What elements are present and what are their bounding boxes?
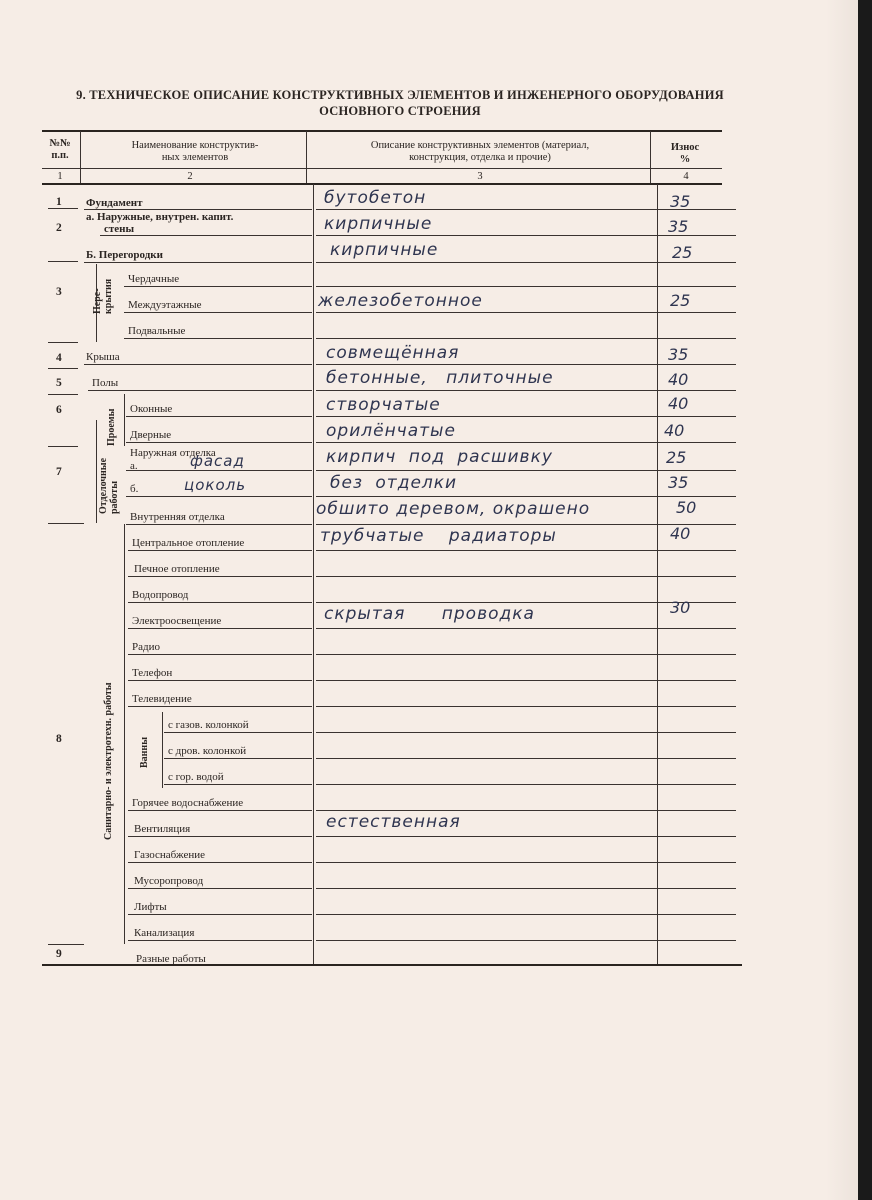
item-description: кирпич под расшивку	[326, 447, 553, 467]
row-rule	[128, 914, 312, 915]
row-rule	[316, 262, 736, 263]
item-description: железобетонное	[318, 291, 483, 311]
row-rule	[316, 416, 736, 417]
row-rule	[84, 262, 312, 263]
row-rule	[316, 470, 736, 471]
row-rule	[128, 576, 312, 577]
row-rule	[128, 706, 312, 707]
row-rule	[128, 810, 312, 811]
row-rule	[316, 732, 736, 733]
item-label: Разные работы	[136, 953, 206, 965]
row-rule	[316, 680, 736, 681]
item-label: Междуэтажные	[128, 299, 202, 311]
group-label-vanny: Ванны	[139, 736, 150, 768]
row-rule	[128, 940, 312, 941]
row-number: 2	[56, 222, 62, 234]
row-rule	[128, 862, 312, 863]
row-rule	[316, 312, 736, 313]
row-number: 4	[56, 352, 62, 364]
row-rule	[316, 628, 736, 629]
item-wear: 40	[664, 421, 685, 440]
header-num-2: 2	[187, 171, 193, 182]
item-label: Оконные	[130, 403, 173, 415]
item-label: Радио	[132, 641, 160, 653]
item-description: совмещённая	[326, 343, 460, 363]
item-label: Фундамент	[86, 197, 143, 209]
item-wear: 35	[670, 192, 691, 211]
item-wear: 40	[668, 394, 689, 413]
row-rule	[126, 442, 312, 443]
header-col-wear: Износ %	[670, 142, 700, 166]
row-number: 9	[56, 948, 62, 960]
item-label: Электроосвещение	[132, 615, 222, 627]
row-number: 7	[56, 466, 62, 478]
row-rule	[100, 235, 312, 236]
item-label: Вентиляция	[134, 823, 191, 835]
row-rule	[316, 758, 736, 759]
item-label: Лифты	[134, 901, 167, 913]
item-description: бутобетон	[324, 188, 427, 208]
item-label: Печное отопление	[134, 563, 220, 575]
header-rule	[42, 168, 722, 169]
row-rule	[124, 286, 312, 287]
group-label-otdelochnye: Отделочные работы	[98, 457, 120, 514]
row-number: 5	[56, 377, 62, 389]
row-rule	[316, 496, 736, 497]
item-wear: 35	[668, 345, 689, 364]
item-label: Канализация	[134, 927, 195, 939]
item-label: Дверные	[130, 429, 172, 441]
header-col-divider	[80, 131, 81, 183]
row-rule	[316, 364, 736, 365]
row-number-rule	[48, 523, 84, 524]
header-col-description: Описание конструктивных элементов (материал, конструкция, отделка и прочие)	[370, 140, 590, 164]
item-label: Б. Перегородки	[86, 249, 163, 261]
item-wear: 35	[668, 217, 689, 236]
row-rule	[128, 888, 312, 889]
header-col-number: №№ п.п.	[49, 138, 71, 162]
row-rule	[316, 576, 736, 577]
scan-dark-edge	[858, 0, 872, 1200]
row-rule	[88, 390, 312, 391]
item-label: Центральное отопление	[132, 537, 245, 549]
header-num-1: 1	[57, 171, 63, 182]
row-rule	[316, 836, 736, 837]
santeh-group-divider	[124, 524, 125, 944]
row-rule	[128, 680, 312, 681]
item-handwritten: цоколь	[184, 476, 247, 494]
item-label: Чердачные	[128, 273, 180, 285]
row-rule	[316, 550, 736, 551]
header-col-divider	[650, 131, 651, 183]
item-label: Газоснабжение	[134, 849, 205, 861]
row-number-rule	[48, 446, 78, 447]
row-rule	[316, 862, 736, 863]
row-rule	[124, 312, 312, 313]
row-rule	[124, 338, 312, 339]
row-rule	[84, 364, 312, 365]
proemy-group-divider	[124, 394, 125, 446]
form-title: 9. ТЕХНИЧЕСКОЕ ОПИСАНИЕ КОНСТРУКТИВНЫХ ЭЛЕМЕНТОВ И ИНЖЕНЕРНОГО ОБОРУДОВАНИЯ	[76, 88, 724, 102]
row-rule	[126, 470, 312, 471]
item-label: б.	[130, 483, 139, 495]
item-wear: 25	[672, 243, 693, 262]
row-rule	[84, 209, 312, 210]
item-label: с гор. водой	[168, 771, 224, 783]
item-description: естественная	[326, 812, 461, 832]
row-rule	[316, 338, 736, 339]
row-rule	[316, 442, 736, 443]
item-handwritten: фасад	[190, 452, 245, 470]
row-rule	[316, 390, 736, 391]
row-rule	[164, 784, 312, 785]
item-description: обшито деревом, окрашено	[316, 499, 591, 519]
row-number-rule	[48, 944, 84, 945]
item-label: Наружная отделка	[130, 447, 216, 459]
row-number-rule	[48, 342, 78, 343]
row-rule	[316, 654, 736, 655]
item-label: Внутренняя отделка	[130, 511, 225, 523]
item-label: Подвальные	[128, 325, 186, 337]
item-label: Водопровод	[132, 589, 189, 601]
row-rule	[164, 758, 312, 759]
item-wear: 25	[666, 448, 687, 467]
item-label: Телефон	[132, 667, 173, 679]
group-label-proemy: Проемы	[106, 408, 117, 446]
table-bottom-rule	[42, 964, 742, 966]
otdelochnye-group-divider	[96, 420, 97, 523]
row-number-rule	[48, 368, 78, 369]
row-number-rule	[48, 208, 78, 209]
row-number: 6	[56, 404, 62, 416]
row-number: 1	[56, 196, 62, 208]
row-rule	[316, 706, 736, 707]
item-wear: 25	[670, 291, 691, 310]
row-rule	[316, 810, 736, 811]
item-description: створчатые	[326, 395, 441, 415]
description-col-divider	[313, 184, 314, 964]
row-number: 3	[56, 286, 62, 298]
group-label-santeh: Санитарно- и электротехн. работы	[103, 682, 114, 840]
item-label: Горячее водоснабжение	[132, 797, 244, 809]
header-bottom-rule	[42, 183, 722, 185]
table-top-rule	[42, 130, 722, 132]
header-col-name: Наименование конструктив- ных элементов	[131, 140, 259, 164]
row-rule	[128, 654, 312, 655]
row-rule	[126, 416, 312, 417]
item-label: Телевидение	[132, 693, 192, 705]
header-col-divider	[306, 131, 307, 183]
wear-col-divider	[657, 184, 658, 964]
row-rule	[126, 496, 312, 497]
item-description: кирпичные	[330, 240, 439, 260]
item-label: с газов. колонкой	[168, 719, 249, 731]
item-label: Крыша	[86, 351, 120, 363]
item-description: без отделки	[330, 473, 458, 493]
row-number-rule	[48, 261, 78, 262]
row-rule	[316, 940, 736, 941]
row-rule	[128, 836, 312, 837]
item-wear: 40	[670, 524, 691, 543]
row-rule	[316, 286, 736, 287]
item-description: кирпичные	[324, 214, 433, 234]
row-rule	[128, 550, 312, 551]
item-wear: 50	[676, 498, 697, 517]
item-wear: 40	[668, 370, 689, 389]
item-description: бетонные, плиточные	[326, 368, 554, 388]
item-label: стены	[104, 223, 135, 235]
item-label: Полы	[92, 377, 119, 389]
item-label: а. Наружные, внутрен. капит.	[86, 211, 234, 223]
row-rule	[316, 914, 736, 915]
row-number-rule	[48, 394, 78, 395]
item-wear: 30	[670, 598, 691, 617]
item-description: орилёнчатые	[326, 421, 456, 441]
item-label: с дров. колонкой	[168, 745, 247, 757]
group-label-perekrytia: Пере- крытия	[92, 278, 114, 314]
row-rule	[164, 732, 312, 733]
item-description: трубчатые радиаторы	[320, 526, 557, 546]
row-rule	[128, 602, 312, 603]
paper-shadow	[826, 0, 858, 1200]
item-description: скрытая проводка	[324, 604, 535, 624]
row-number: 8	[56, 733, 62, 745]
item-label: Мусоропровод	[134, 875, 204, 887]
row-rule	[316, 784, 736, 785]
row-rule	[316, 888, 736, 889]
header-num-4: 4	[683, 171, 689, 182]
row-rule	[128, 628, 312, 629]
row-rule	[126, 524, 312, 525]
form-subtitle: ОСНОВНОГО СТРОЕНИЯ	[319, 104, 481, 118]
vanny-group-divider	[162, 712, 163, 788]
item-wear: 35	[668, 473, 689, 492]
header-num-3: 3	[477, 171, 483, 182]
item-label: а.	[130, 460, 138, 472]
